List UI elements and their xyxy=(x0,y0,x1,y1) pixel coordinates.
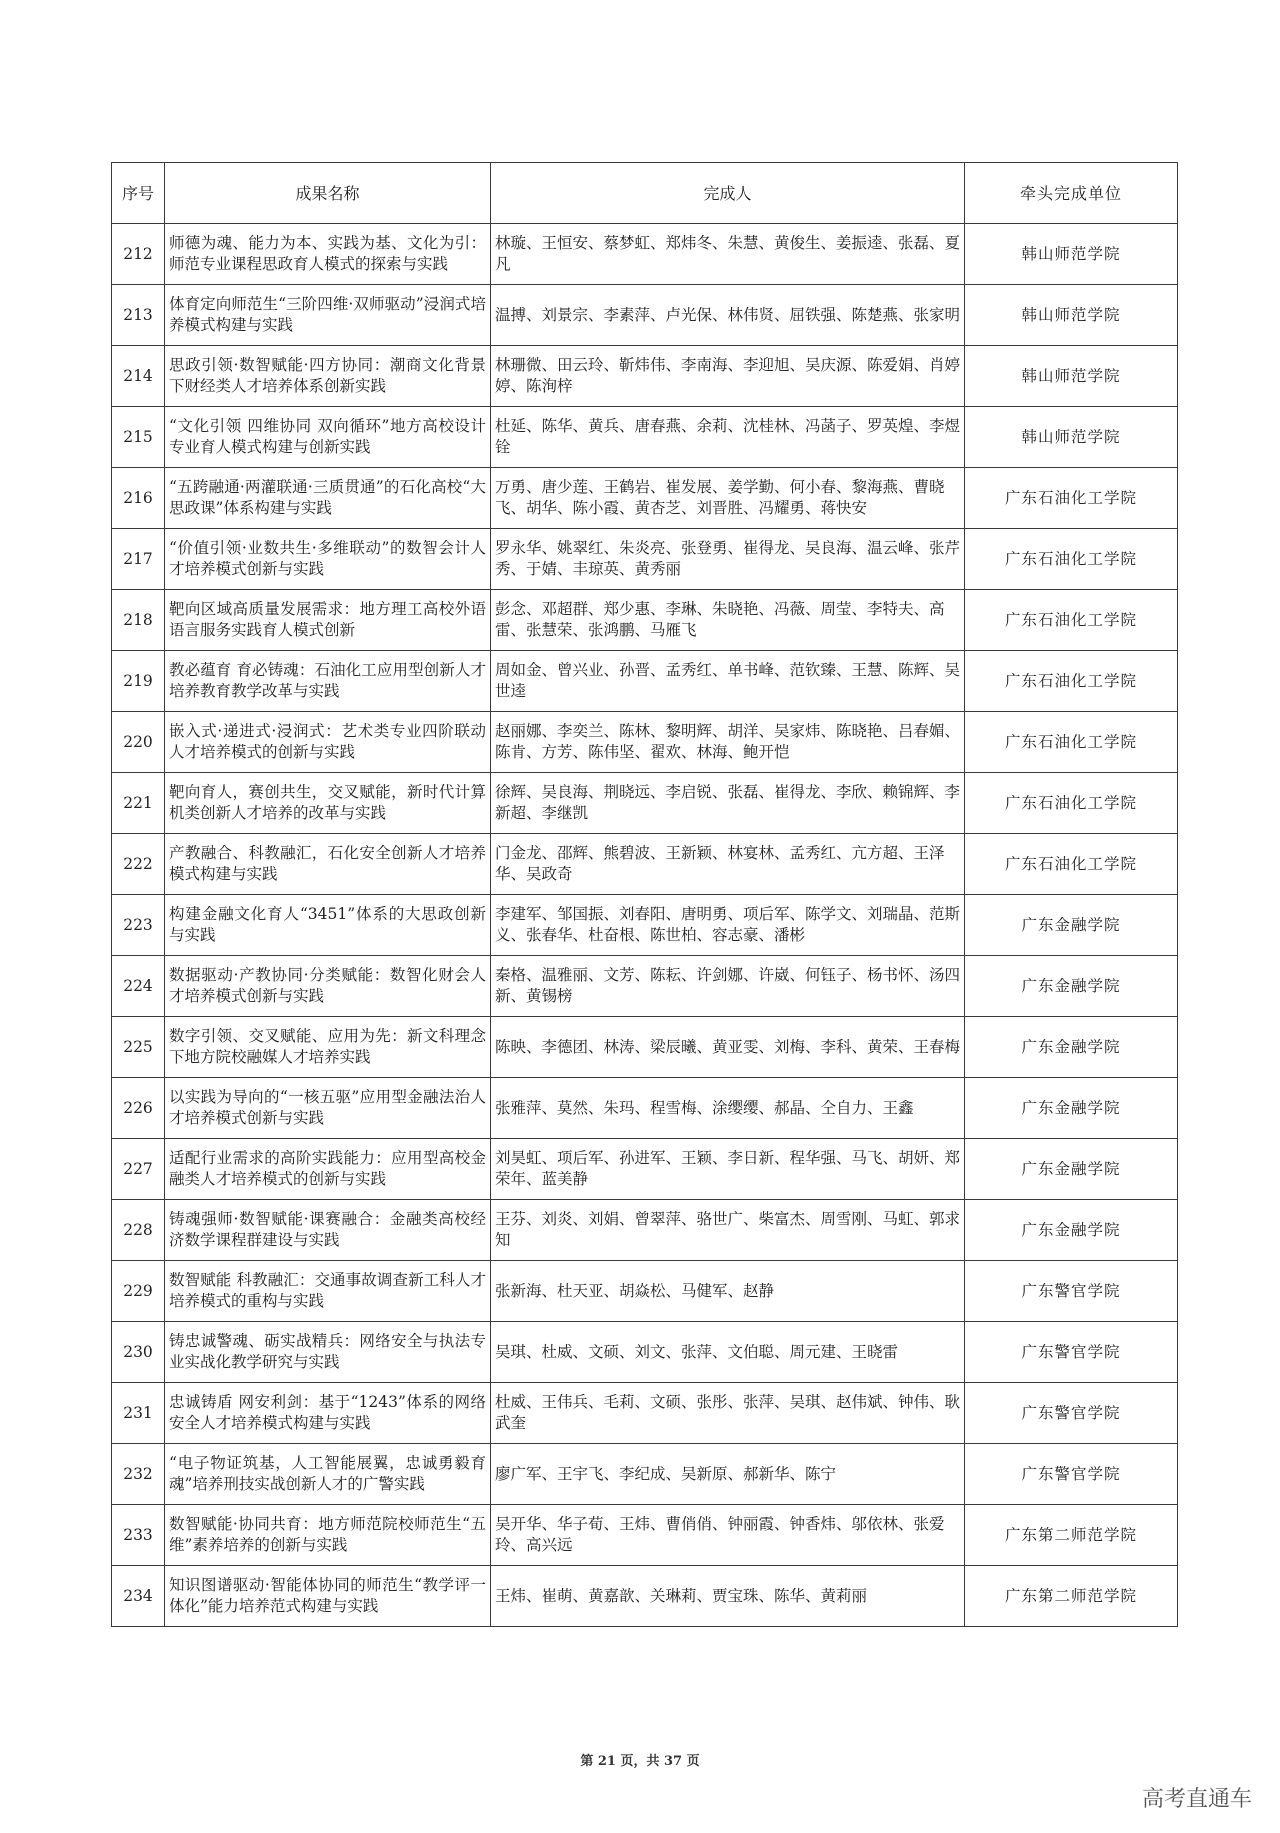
row-number: 216 xyxy=(112,468,165,529)
header-title: 成果名称 xyxy=(165,163,491,224)
table-row xyxy=(112,1505,1178,1566)
row-number: 217 xyxy=(112,529,165,590)
achievement-title: 数智赋能 科教融汇：交通事故调查新工科人才培养模式的重构与实践 xyxy=(165,1261,491,1322)
contributors: 罗永华、姚翠红、朱炎亮、张登勇、崔得龙、吴良海、温云峰、张芹秀、于婧、丰琼英、黄秀丽 xyxy=(491,529,965,590)
contributors: 杜延、陈华、黄兵、唐春燕、余莉、沈桂林、冯菡子、罗英煌、李煜铨 xyxy=(491,407,965,468)
lead-unit: 广东石油化工学院 xyxy=(965,468,1178,529)
achievement-title: 数据驱动·产教协同·分类赋能：数智化财会人才培养模式创新与实践 xyxy=(165,956,491,1017)
row-number: 229 xyxy=(112,1261,165,1322)
table-row xyxy=(112,346,1178,407)
table-row xyxy=(112,590,1178,651)
lead-unit: 广东金融学院 xyxy=(965,1017,1178,1078)
header-people: 完成人 xyxy=(491,163,965,224)
achievement-title: 产教融合、科教融汇，石化安全创新人才培养模式构建与实践 xyxy=(165,834,491,895)
lead-unit: 韩山师范学院 xyxy=(965,346,1178,407)
achievement-title: “电子物证筑基，人工智能展翼，忠诚勇毅育魂”培养刑技实战创新人才的广警实践 xyxy=(165,1444,491,1505)
row-number: 228 xyxy=(112,1200,165,1261)
table-row xyxy=(112,407,1178,468)
row-number: 231 xyxy=(112,1383,165,1444)
table-row xyxy=(112,529,1178,590)
achievement-title: 数字引领、交叉赋能、应用为先：新文科理念下地方院校融媒人才培养实践 xyxy=(165,1017,491,1078)
lead-unit: 广东石油化工学院 xyxy=(965,712,1178,773)
row-number: 226 xyxy=(112,1078,165,1139)
row-number: 230 xyxy=(112,1322,165,1383)
row-number: 232 xyxy=(112,1444,165,1505)
contributors: 林珊微、田云玲、靳炜伟、李南海、李迎旭、吴庆源、陈爱娟、肖婷婷、陈洵梓 xyxy=(491,346,965,407)
contributors: 张雅萍、莫然、朱玛、程雪梅、涂缨缨、郝晶、仝自力、王鑫 xyxy=(491,1078,965,1139)
row-number: 212 xyxy=(112,224,165,285)
contributors: 彭念、邓超群、郑少惠、李琳、朱晓艳、冯薇、周莹、李特夫、高雷、张慧荣、张鸿鹏、马雁飞 xyxy=(491,590,965,651)
table-row xyxy=(112,1017,1178,1078)
row-number: 227 xyxy=(112,1139,165,1200)
contributors: 李建军、邹国振、刘春阳、唐明勇、项后军、陈学文、刘瑞晶、范斯义、张春华、杜奋根、陈世柏、容志豪、潘彬 xyxy=(491,895,965,956)
achievement-title: 知识图谱驱动·智能体协同的师范生“教学评一体化”能力培养范式构建与实践 xyxy=(165,1566,491,1627)
lead-unit: 广东第二师范学院 xyxy=(965,1566,1178,1627)
lead-unit: 广东金融学院 xyxy=(965,1078,1178,1139)
watermark: 高考直通车 xyxy=(1142,1787,1253,1812)
achievement-title: 思政引领·数智赋能·四方协同：潮商文化背景下财经类人才培养体系创新实践 xyxy=(165,346,491,407)
table-row xyxy=(112,1566,1178,1627)
contributors: 徐辉、吴良海、荆晓远、李启锐、张磊、崔得龙、李欣、赖锦辉、李新超、李继凯 xyxy=(491,773,965,834)
contributors: 门金龙、邵辉、熊碧波、王新颖、林宴林、孟秀红、亢方超、王泽华、吴政奇 xyxy=(491,834,965,895)
lead-unit: 广东石油化工学院 xyxy=(965,773,1178,834)
lead-unit: 广东金融学院 xyxy=(965,895,1178,956)
table-row xyxy=(112,224,1178,285)
lead-unit: 广东警官学院 xyxy=(965,1322,1178,1383)
table-row xyxy=(112,468,1178,529)
table-body xyxy=(112,224,1178,1627)
lead-unit: 广东金融学院 xyxy=(965,1200,1178,1261)
table-row xyxy=(112,1139,1178,1200)
lead-unit: 广东警官学院 xyxy=(965,1261,1178,1322)
row-number: 214 xyxy=(112,346,165,407)
achievement-title: 忠诚铸盾 网安利剑：基于“1243”体系的网络安全人才培养模式构建与实践 xyxy=(165,1383,491,1444)
achievement-title: 铸忠诚警魂、砺实战精兵：网络安全与执法专业实战化教学研究与实践 xyxy=(165,1322,491,1383)
row-number: 220 xyxy=(112,712,165,773)
row-number: 224 xyxy=(112,956,165,1017)
row-number: 225 xyxy=(112,1017,165,1078)
achievement-title: 师德为魂、能力为本、实践为基、文化为引：师范专业课程思政育人模式的探索与实践 xyxy=(165,224,491,285)
lead-unit: 广东石油化工学院 xyxy=(965,590,1178,651)
table-row xyxy=(112,712,1178,773)
contributors: 温搏、刘景宗、李素萍、卢光保、林伟贤、屈铁强、陈楚燕、张家明 xyxy=(491,285,965,346)
achievement-title: 数智赋能·协同共育：地方师范院校师范生“五维”素养培养的创新与实践 xyxy=(165,1505,491,1566)
header-unit: 牵头完成单位 xyxy=(965,163,1178,224)
row-number: 221 xyxy=(112,773,165,834)
achievement-title: 靶向育人，赛创共生，交叉赋能，新时代计算机类创新人才培养的改革与实践 xyxy=(165,773,491,834)
achievement-title: “价值引领·业数共生·多维联动”的数智会计人才培养模式创新与实践 xyxy=(165,529,491,590)
table-row xyxy=(112,1261,1178,1322)
results-table xyxy=(111,162,1178,1627)
row-number: 233 xyxy=(112,1505,165,1566)
lead-unit: 韩山师范学院 xyxy=(965,407,1178,468)
contributors: 赵丽娜、李奕兰、陈林、黎明辉、胡洋、吴家炜、陈晓艳、吕春媚、陈肯、方芳、陈伟坚、翟欢、林海、鲍开恺 xyxy=(491,712,965,773)
table-row xyxy=(112,651,1178,712)
contributors: 吴开华、华子荀、王炜、曹俏俏、钟丽霞、钟香炜、邬依林、张爱玲、高兴远 xyxy=(491,1505,965,1566)
row-number: 219 xyxy=(112,651,165,712)
lead-unit: 广东石油化工学院 xyxy=(965,651,1178,712)
contributors: 陈映、李德团、林涛、梁辰曦、黄亚雯、刘梅、李科、黄荣、王春梅 xyxy=(491,1017,965,1078)
row-number: 213 xyxy=(112,285,165,346)
contributors: 王芬、刘炎、刘娟、曾翠萍、骆世广、柴富杰、周雪刚、马虹、郭求知 xyxy=(491,1200,965,1261)
contributors: 王炜、崔萌、黄嘉歆、关琳莉、贾宝珠、陈华、黄莉丽 xyxy=(491,1566,965,1627)
lead-unit: 广东第二师范学院 xyxy=(965,1505,1178,1566)
table-row xyxy=(112,773,1178,834)
lead-unit: 广东金融学院 xyxy=(965,956,1178,1017)
achievement-title: 嵌入式·递进式·浸润式：艺术类专业四阶联动人才培养模式的创新与实践 xyxy=(165,712,491,773)
lead-unit: 广东石油化工学院 xyxy=(965,834,1178,895)
achievement-title: “五跨融通·两灌联通·三质贯通”的石化高校“大思政课”体系构建与实践 xyxy=(165,468,491,529)
table-row xyxy=(112,834,1178,895)
achievement-title: “文化引领 四维协同 双向循环”地方高校设计专业育人模式构建与创新实践 xyxy=(165,407,491,468)
contributors: 万勇、唐少莲、王鹤岩、崔发展、姜学勤、何小春、黎海燕、曹晓飞、胡华、陈小霞、黄杏芝、刘晋胜、冯耀勇、蒋快安 xyxy=(491,468,965,529)
achievement-title: 以实践为导向的“一核五驱”应用型金融法治人才培养模式创新与实践 xyxy=(165,1078,491,1139)
row-number: 215 xyxy=(112,407,165,468)
achievement-title: 构建金融文化育人“3451”体系的大思政创新与实践 xyxy=(165,895,491,956)
contributors: 张新海、杜天亚、胡焱松、马健军、赵静 xyxy=(491,1261,965,1322)
contributors: 秦格、温雅丽、文芳、陈耘、许剑娜、许崴、何钰子、杨书怀、汤四新、黄锡榜 xyxy=(491,956,965,1017)
table-row xyxy=(112,285,1178,346)
contributors: 吴琪、杜威、文硕、刘文、张萍、文伯聪、周元建、王晓雷 xyxy=(491,1322,965,1383)
contributors: 刘昊虹、项后军、孙进军、王颖、李日新、程华强、马飞、胡妍、郑荣年、蓝美静 xyxy=(491,1139,965,1200)
row-number: 234 xyxy=(112,1566,165,1627)
contributors: 廖广军、王宇飞、李纪成、吴新原、郝新华、陈宁 xyxy=(491,1444,965,1505)
lead-unit: 韩山师范学院 xyxy=(965,224,1178,285)
table-row xyxy=(112,895,1178,956)
table-row xyxy=(112,1322,1178,1383)
contributors: 杜威、王伟兵、毛莉、文硕、张彤、张萍、吴琪、赵伟斌、钟伟、耿武奎 xyxy=(491,1383,965,1444)
achievement-title: 教必蕴育 育必铸魂：石油化工应用型创新人才培养教育教学改革与实践 xyxy=(165,651,491,712)
table-header-row xyxy=(112,163,1178,224)
lead-unit: 韩山师范学院 xyxy=(965,285,1178,346)
row-number: 223 xyxy=(112,895,165,956)
row-number: 222 xyxy=(112,834,165,895)
achievement-title: 适配行业需求的高阶实践能力：应用型高校金融类人才培养模式的创新与实践 xyxy=(165,1139,491,1200)
table-row xyxy=(112,1078,1178,1139)
achievement-title: 铸魂强师·数智赋能·课赛融合：金融类高校经济数学课程群建设与实践 xyxy=(165,1200,491,1261)
table-row xyxy=(112,956,1178,1017)
contributors: 林璇、王恒安、蔡梦虹、郑炜冬、朱慧、黄俊生、姜振逵、张磊、夏凡 xyxy=(491,224,965,285)
lead-unit: 广东警官学院 xyxy=(965,1444,1178,1505)
achievement-title: 体育定向师范生“三阶四维·双师驱动”浸润式培养模式构建与实践 xyxy=(165,285,491,346)
lead-unit: 广东石油化工学院 xyxy=(965,529,1178,590)
lead-unit: 广东金融学院 xyxy=(965,1139,1178,1200)
lead-unit: 广东警官学院 xyxy=(965,1383,1178,1444)
header-no: 序号 xyxy=(112,163,165,224)
table-row xyxy=(112,1200,1178,1261)
table-row xyxy=(112,1444,1178,1505)
achievement-title: 靶向区域高质量发展需求：地方理工高校外语语言服务实践育人模式创新 xyxy=(165,590,491,651)
contributors: 周如金、曾兴业、孙晋、孟秀红、单书峰、范钦臻、王慧、陈辉、吴世逵 xyxy=(491,651,965,712)
page-indicator: 第 21 页，共 37 页 xyxy=(580,1754,700,1769)
row-number: 218 xyxy=(112,590,165,651)
table-row xyxy=(112,1383,1178,1444)
